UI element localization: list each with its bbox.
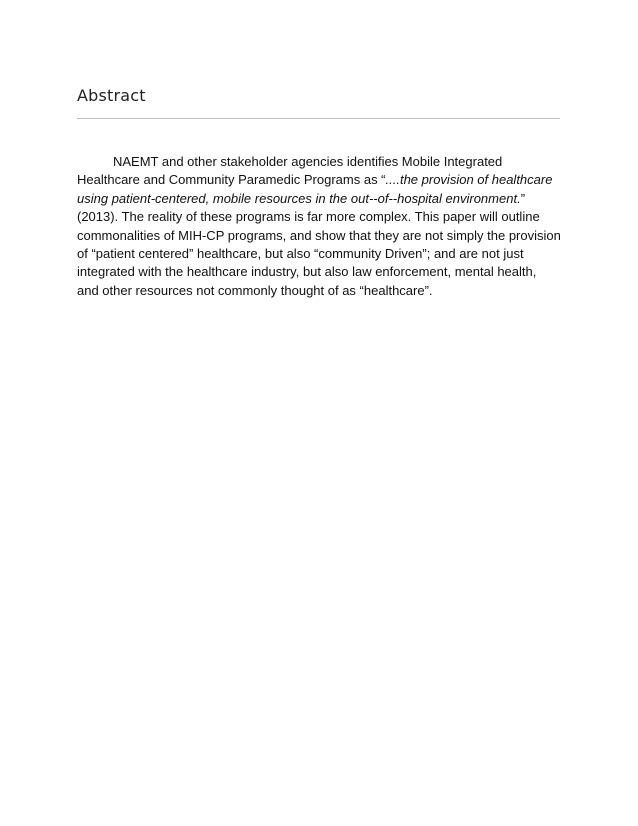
section-heading: Abstract [77, 86, 146, 105]
heading-divider [77, 118, 560, 119]
abstract-paragraph [77, 153, 561, 300]
abstract-quote: ....the provision of healthcare using patient-centered, mobile resources in the out--of--hospital environment. [77, 172, 553, 206]
abstract-text-part2: ” (2013). The reality of these programs is far more complex. This paper will outline commonalities of MIH-CP programs, and show that they are not simply the provision of “patient centered” healthcare, but also “community Driven”; and are not just integrated with the healthcare industry, but also law enforcement, mental health, and other resources not commonly thought of as “healthcare”. [77, 190, 561, 298]
abstract-text-part1: NAEMT and other stakeholder agencies identifies Mobile Integrated Healthcare and Community Paramedic Programs as “ [77, 154, 503, 188]
